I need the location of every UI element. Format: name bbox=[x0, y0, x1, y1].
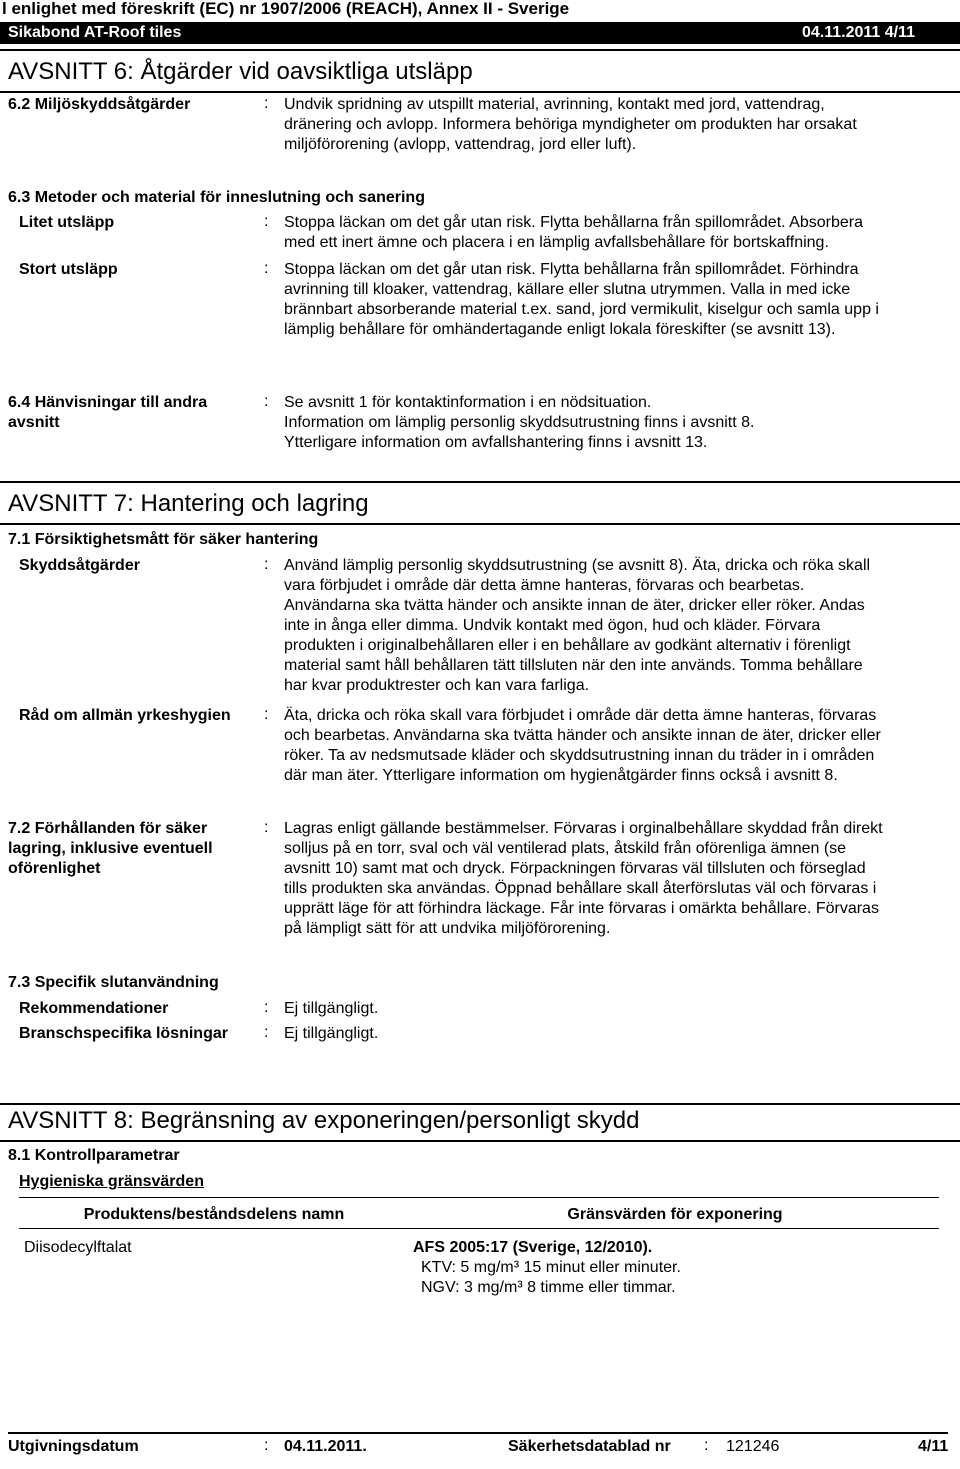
colon: : bbox=[264, 556, 269, 573]
colon: : bbox=[264, 95, 269, 112]
sds-number-label: Säkerhetsdatablad nr bbox=[508, 1438, 671, 1455]
substance-name: Diisodecylftalat bbox=[24, 1239, 132, 1256]
protective-measures-text: Använd lämplig personlig skyddsutrustning (se avsnitt 8). Äta, dricka och röka skall vara förbjudet i område där detta ämne hanteras, förvaras och bearbetas. Användarna ska tvätta händer och ansikte innan de äter, dricker eller röker. Andas inte in ånga eller dimma. Undvik kontakt med ögon, hud och kläder. Förvara produkten i originalbehållaren eller i en behållare av godkänt alternativ i förenligt material samt håll behållaren tätt tillsluten när den inte används. Tomma behållare har kvar produktrester och kan vara farliga. bbox=[284, 557, 871, 694]
handling-subtitle: 7.1 Försiktighetsmått för säker hantering bbox=[8, 531, 319, 548]
document-regulation-title: l enlighet med föreskrift (EC) nr 1907/2006 (REACH), Annex II - Sverige bbox=[2, 0, 570, 18]
header-separator bbox=[19, 1228, 939, 1229]
env-label: 6.2 Miljöskyddsåtgärder bbox=[8, 96, 191, 113]
env-text: Undvik spridning av utspillt material, avrinning, kontakt med jord, vattendrag, dränering och avlopp. Informera behöriga myndigheter om produkten har orsakat miljöförorening (avlopp, vattendrag, jord eller luft). bbox=[284, 96, 857, 153]
section-divider bbox=[0, 481, 960, 483]
recommendations-value: Ej tillgängligt. bbox=[284, 1000, 379, 1017]
colon: : bbox=[264, 260, 269, 277]
end-use-subtitle: 7.3 Specifik slutanvändning bbox=[8, 974, 219, 991]
large-spill-label: Stort utsläpp bbox=[19, 261, 118, 278]
colon: : bbox=[264, 213, 269, 230]
hygiene-label: Råd om allmän yrkeshygien bbox=[19, 707, 231, 724]
ngv-value: NGV: 3 mg/m³ 8 timme eller timmar. bbox=[421, 1279, 676, 1296]
control-parameters-subtitle: 8.1 Kontrollparametrar bbox=[8, 1147, 180, 1164]
section-6-title: AVSNITT 6: Åtgärder vid oavsiktliga utsläpp bbox=[8, 58, 473, 85]
limits-table bbox=[19, 1197, 939, 1302]
colon: : bbox=[264, 1437, 269, 1454]
product-name: Sikabond AT-Roof tiles bbox=[8, 24, 182, 41]
colon: : bbox=[704, 1437, 709, 1454]
colon: : bbox=[264, 393, 269, 410]
colon: : bbox=[264, 999, 269, 1016]
colon: : bbox=[264, 1024, 269, 1041]
storage-label: 7.2 Förhållanden för säker lagring, inklusive eventuell oförenlighet bbox=[8, 820, 213, 877]
column-header-limits: Gränsvärden för exponering bbox=[567, 1206, 783, 1223]
industry-solutions-value: Ej tillgängligt. bbox=[284, 1025, 379, 1042]
column-header-substance: Produktens/beståndsdelens namn bbox=[83, 1206, 345, 1223]
section-divider bbox=[0, 49, 960, 51]
section-divider bbox=[0, 1140, 960, 1142]
section-divider bbox=[0, 523, 960, 525]
colon: : bbox=[264, 819, 269, 836]
storage-text: Lagras enligt gällande bestämmelser. Förvaras i orginalbehållare skyddad från direkt solljus på en torr, sval och väl ventilerad plats, åtskild från oförenliga ämnen (se avsnitt 10) samt mat och dryck. Förpackningen förvaras väl tillsluten och förseglad tills produkten ska användas. Öppnad behållare skall återförslutas väl och förvaras i upprätt läge för att förhindra läckage. Får inte förvaras i omärkta behållare. Förvaras på lämpligt sätt för att undvika miljöförorening. bbox=[284, 820, 883, 937]
header-date-page: 04.11.2011 4/11 bbox=[802, 24, 916, 41]
section-7-title: AVSNITT 7: Hantering och lagring bbox=[8, 490, 369, 517]
section-8-title: AVSNITT 8: Begränsning av exponeringen/personligt skydd bbox=[8, 1107, 640, 1134]
footer-divider bbox=[8, 1432, 948, 1434]
issue-date-label: Utgivningsdatum bbox=[8, 1438, 139, 1455]
small-spill-label: Litet utsläpp bbox=[19, 214, 115, 231]
industry-solutions-label: Branschspecifika lösningar bbox=[19, 1025, 228, 1042]
references-text: Se avsnitt 1 för kontaktinformation i en nödsituation. Information om lämplig personlig skyddsutrustning finns i avsnitt 8. Ytterligare information om avfallshantering finns i avsnitt 13. bbox=[284, 394, 755, 451]
limit-reference: AFS 2005:17 (Sverige, 12/2010). bbox=[413, 1239, 653, 1256]
small-spill-text: Stoppa läckan om det går utan risk. Flytta behållarna från spillområdet. Absorbera med ett inert ämne och placera i en lämplig avfallsbehållare för bortskaffning. bbox=[284, 214, 863, 251]
footer-page: 4/11 bbox=[918, 1438, 949, 1455]
section-divider bbox=[0, 91, 960, 93]
section-divider bbox=[0, 1103, 960, 1105]
ktv-value: KTV: 5 mg/m³ 15 minut eller minuter. bbox=[421, 1259, 681, 1276]
limit-values bbox=[413, 1238, 681, 1298]
protective-measures-label: Skyddsåtgärder bbox=[19, 557, 140, 574]
hygiene-limits-title: Hygieniska gränsvärden bbox=[19, 1173, 204, 1190]
hygiene-text: Äta, dricka och röka skall vara förbjudet i område där detta ämne hanteras, förvaras och bearbetas. Användarna ska tvätta händer och ansikte innan de äter, dricker eller röker. Ta av nedsmutsade kläder och skyddsutrustning innan du träder in i områden där man äter. Ytterligare information om hygienåtgärder finns också i avsnitt 8. bbox=[284, 707, 881, 784]
large-spill-text: Stoppa läckan om det går utan risk. Flytta behållarna från spillområdet. Förhindra avrinning till kloaker, vattendrag, källare eller slutna utrymmen. Valla in med icke brännbart absorberande material t.ex. sand, jord vermikulit, kiselgur och samla upp i lämplig behållare för omhändertagande enligt lokala föreskifter (se avsnitt 13). bbox=[284, 261, 879, 338]
methods-title: 6.3 Metoder och material för inneslutning och sanering bbox=[8, 189, 425, 206]
colon: : bbox=[264, 706, 269, 723]
references-label: 6.4 Hänvisningar till andra avsnitt bbox=[8, 394, 208, 431]
recommendations-label: Rekommendationer bbox=[19, 1000, 169, 1017]
sds-number-value: 121246 bbox=[726, 1438, 780, 1455]
issue-date-value: 04.11.2011. bbox=[284, 1438, 367, 1455]
